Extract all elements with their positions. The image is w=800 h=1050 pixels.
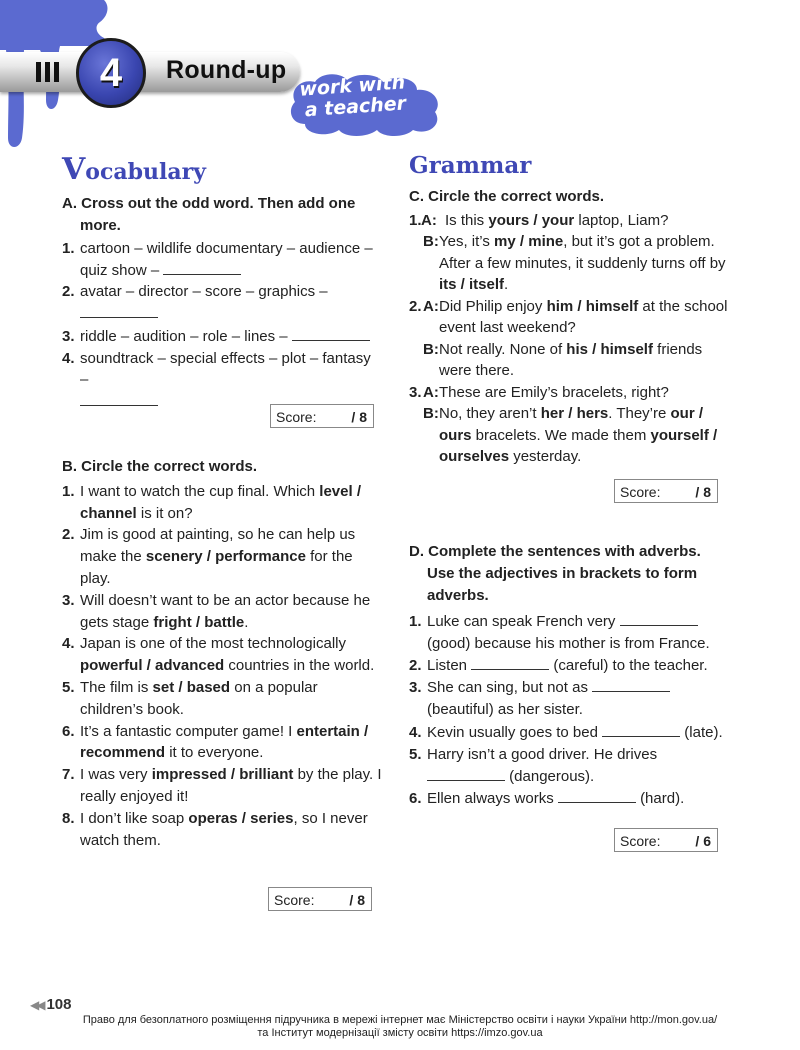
answer-blank[interactable]	[471, 655, 549, 670]
answer-blank[interactable]	[602, 722, 680, 737]
answer-blank[interactable]	[292, 326, 370, 341]
answer-blank[interactable]	[558, 788, 636, 803]
list-item: 1. cartoon – wildlife documentary – audience – quiz show –	[62, 240, 373, 279]
choice[interactable]: fright / battle	[153, 613, 245, 631]
choice[interactable]: operas / series	[188, 809, 294, 827]
list-item: 3. She can sing, but not as (beautiful) as her sister.	[409, 677, 727, 721]
list-item: 1. Luke can speak French very (good) because his mother is from France.	[409, 612, 710, 652]
choice[interactable]: set / based	[152, 678, 231, 696]
list-item: 2. avatar – director – score – graphics –	[62, 281, 382, 324]
choice[interactable]: our / ours	[439, 405, 703, 444]
list-item: 4. Kevin usually goes to bed (late).	[409, 723, 723, 741]
answer-blank[interactable]	[163, 260, 241, 275]
list-item: 3. Will doesn’t want to be an actor because he gets stage fright / battle.	[62, 591, 371, 631]
list-item: 5. The film is set / based on a popular children’s book.	[62, 678, 318, 718]
score-box-a: Score: / 8	[270, 404, 374, 428]
vocabulary-heading: Vocabulary	[62, 152, 206, 187]
list-item: 6. It’s a fantastic computer game! I entertain / recommend it to everyone.	[62, 722, 369, 762]
answer-blank[interactable]	[80, 303, 158, 318]
exercise-d	[409, 541, 727, 810]
footer-line-2: та Інститут модернізації змісту освіти https://imzo.gov.ua	[257, 1027, 543, 1039]
list-item: 6. Ellen always works (hard).	[409, 790, 685, 808]
score-box-b: Score: / 8	[268, 887, 372, 911]
grammar-heading: Grammar	[409, 152, 532, 179]
choice[interactable]: yourself / ourselves	[439, 426, 718, 465]
choice[interactable]: his / himself	[566, 340, 653, 358]
unit-number-badge	[76, 38, 146, 108]
list-item: 7. I was very impressed / brilliant by the play. I really enjoyed it!	[62, 766, 382, 805]
answer-blank[interactable]	[592, 677, 670, 692]
answer-blank[interactable]	[620, 611, 698, 626]
score-box-c: Score: / 8	[614, 479, 718, 503]
answer-blank[interactable]	[427, 766, 505, 781]
page-number: ◀◀ 108	[30, 996, 72, 1013]
exercise-c	[409, 186, 729, 468]
list-item: 4. Japan is one of the most technologically powerful / advanced countries in the world.	[62, 635, 375, 675]
list-item: 5. Harry isn’t a good driver. He drives (dangerous).	[409, 745, 658, 786]
list-item: 8. I don’t like soap operas / series, so I never watch them.	[62, 809, 368, 849]
choice[interactable]: entertain / recommend	[80, 722, 369, 762]
choice[interactable]: yours / your	[488, 211, 575, 229]
choice[interactable]: impressed / brilliant	[151, 766, 294, 784]
exercise-a-instruction: A. Cross out the odd word. Then add one more.	[62, 195, 356, 234]
list-item: 4. soundtrack – special effects – plot – fantasy –	[62, 348, 382, 413]
dialog-item: 1. A: Is this yours / your laptop, Liam? B: Yes, it’s my / mine, but it’s got a problem. After a few minutes, it suddenly turns off by its / itself.	[409, 211, 726, 293]
choice[interactable]: my / mine	[494, 233, 564, 250]
dialog-item: 3. A: These are Emily’s bracelets, right? B: No, they aren’t her / hers. They’re our / ours bracelets. We made them yourself / ourselves yesterday.	[409, 383, 718, 465]
choice[interactable]: powerful / advanced	[80, 657, 225, 675]
exercise-a	[62, 193, 382, 412]
list-item: 3. riddle – audition – role – lines –	[62, 326, 382, 348]
exercise-d-instruction: D. Complete the sentences with adverbs. Use the adjectives in brackets to form adverbs.	[409, 543, 701, 605]
stripes-decoration	[36, 62, 62, 82]
dialog-item: 2. A: Did Philip enjoy him / himself at the school event last weekend? B: Not really. None of his / himself friends were there.	[409, 297, 728, 379]
exercise-b-instruction: B. Circle the correct words.	[62, 458, 258, 475]
choice[interactable]: him / himself	[546, 297, 639, 315]
list-item: 2. Jim is good at painting, so he can help us make the scenery / performance for the play.	[62, 526, 356, 587]
choice[interactable]: its / itself	[439, 276, 505, 293]
answer-blank[interactable]	[80, 391, 158, 406]
rewind-icon: ◀◀	[30, 998, 43, 1012]
choice[interactable]: scenery / performance	[145, 548, 306, 566]
exercise-c-instruction: C. Circle the correct words.	[409, 188, 605, 205]
page-title: Round-up	[166, 56, 287, 84]
exercise-b	[62, 456, 382, 851]
score-box-d: Score: / 6	[614, 828, 718, 852]
choice[interactable]: her / hers	[540, 405, 609, 422]
list-item: 1. I want to watch the cup final. Which level / channel is it on?	[62, 482, 361, 522]
choice[interactable]: level / channel	[80, 482, 361, 522]
list-item: 2. Listen (careful) to the teacher.	[409, 657, 708, 675]
unit-number: 4	[99, 50, 123, 95]
footer-line-1: Право для безоплатного розміщення підручника в мережі інтернет має Міністерство освіти і науки України http://mon.gov.ua/	[82, 1014, 718, 1026]
work-with-teacher-label: work with a teacher	[298, 71, 407, 122]
